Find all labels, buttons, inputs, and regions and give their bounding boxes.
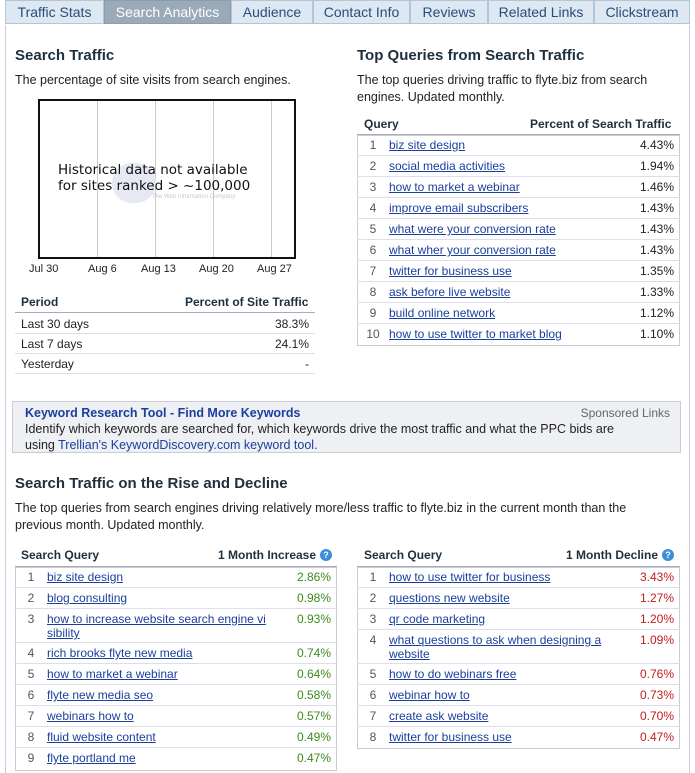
row-value: 0.49% <box>296 730 331 744</box>
sponsored-line2 <box>25 437 614 453</box>
decline-row <box>357 588 680 609</box>
tab-contact-info[interactable]: Contact Info <box>313 0 410 24</box>
query-link[interactable]: rich brooks flyte new media <box>47 646 193 660</box>
top-queries-description: The top queries driving traffic to flyte.biz from search engines. Updated monthly. <box>357 73 648 104</box>
search-traffic-description: The percentage of site visits from search engines. <box>15 73 291 87</box>
query-link[interactable]: qr code marketing <box>389 612 486 626</box>
row-number: 2 <box>369 591 377 605</box>
query-link[interactable]: how to use twitter to market blog <box>389 327 562 341</box>
period-label: Yesterday <box>21 357 74 371</box>
query-link[interactable]: how to market a webinar <box>389 180 520 194</box>
row-value: 1.94% <box>639 159 674 173</box>
decline-value-label: 1 Month Decline <box>566 548 659 562</box>
row-value: 4.43% <box>639 138 674 152</box>
decline-row <box>357 685 680 706</box>
query-link[interactable]: biz site design <box>47 570 124 584</box>
row-number: 6 <box>369 243 377 257</box>
row-number: 3 <box>369 612 377 626</box>
top-queries-title: Top Queries from Search Traffic <box>357 47 585 64</box>
row-number: 1 <box>369 570 377 584</box>
decline-value-header <box>566 548 674 562</box>
query-link[interactable]: build online network <box>389 306 496 320</box>
sponsored-prefix: using <box>25 438 55 452</box>
row-value: 1.43% <box>639 243 674 257</box>
period-value: 24.1% <box>274 337 309 351</box>
row-value: 0.73% <box>639 688 674 702</box>
top-query-row <box>357 135 680 156</box>
decline-row <box>357 609 680 630</box>
row-number: 8 <box>369 730 377 744</box>
query-link[interactable]: flyte new media seo <box>47 688 154 702</box>
tab-clickstream[interactable]: Clickstream <box>594 0 690 24</box>
row-number: 7 <box>369 709 377 723</box>
row-number: 5 <box>27 667 35 681</box>
row-value: 0.64% <box>296 667 331 681</box>
query-link[interactable]: create ask website <box>389 709 489 723</box>
row-value: 3.43% <box>639 570 674 584</box>
row-number: 10 <box>366 327 380 341</box>
tab-reviews[interactable]: Reviews <box>410 0 488 24</box>
row-number: 7 <box>27 709 35 723</box>
query-link[interactable]: twitter for business use <box>389 264 512 278</box>
chart-no-data-message <box>58 162 250 194</box>
row-number: 8 <box>369 285 377 299</box>
search-traffic-chart <box>38 99 296 259</box>
sponsored-line1: Identify which keywords are searched for, which keywords drive the most traffic and what the PPC bids are <box>25 422 614 436</box>
period-row <box>15 314 315 334</box>
period-label: Last 7 days <box>21 337 83 351</box>
row-number: 1 <box>27 570 35 584</box>
decline-row <box>357 567 680 588</box>
period-row <box>15 334 315 354</box>
x-tick-label: Aug 13 <box>141 263 176 275</box>
query-link[interactable]: what were your conversion rate <box>389 222 556 236</box>
chart-watermark-text: The Web Information Company <box>152 194 236 200</box>
query-link[interactable]: ask before live website <box>389 285 511 299</box>
row-value: 0.47% <box>296 751 331 765</box>
row-value: 0.98% <box>296 591 331 605</box>
row-value: 0.57% <box>296 709 331 723</box>
row-number: 9 <box>27 751 35 765</box>
tab-bar <box>0 0 695 25</box>
increase-row <box>15 609 337 643</box>
increase-row <box>15 685 337 706</box>
keyword-research-tool-link[interactable]: Keyword Research Tool - Find More Keywords <box>25 406 301 420</box>
sponsored-links-box <box>12 401 681 453</box>
decline-row <box>357 727 680 748</box>
row-number: 8 <box>27 730 35 744</box>
x-tick-label: Jul 30 <box>29 263 59 275</box>
keyworddiscovery-link[interactable]: Trellian's KeywordDiscovery.com keyword tool. <box>58 438 318 452</box>
query-link[interactable]: social media activities <box>389 159 506 173</box>
top-query-row <box>357 156 680 177</box>
top-query-row <box>357 303 680 324</box>
top-query-row <box>357 219 680 240</box>
row-number: 4 <box>27 646 35 660</box>
row-number: 4 <box>369 201 377 215</box>
row-value: 0.70% <box>639 709 674 723</box>
query-link[interactable]: how to use twitter for business <box>389 570 551 584</box>
increase-row <box>15 664 337 685</box>
row-number: 2 <box>369 159 377 173</box>
row-number: 6 <box>369 688 377 702</box>
period-value: - <box>305 357 309 371</box>
row-value: 1.35% <box>639 264 674 278</box>
row-number: 9 <box>369 306 377 320</box>
top-query-row <box>357 282 680 303</box>
row-value: 1.12% <box>639 306 674 320</box>
row-value: 1.43% <box>639 201 674 215</box>
top-query-row <box>357 240 680 261</box>
query-link[interactable]: webinar how to <box>389 688 470 702</box>
decline-query-header: Search Query <box>364 548 443 562</box>
period-header: Period <box>21 295 59 309</box>
row-value: 1.20% <box>639 612 674 626</box>
row-number: 3 <box>369 180 377 194</box>
row-value: 0.58% <box>296 688 331 702</box>
query-link[interactable]: blog consulting <box>47 591 128 605</box>
query-link-line: sibility <box>47 626 80 640</box>
percent-traffic-header: Percent of Site Traffic <box>185 295 309 309</box>
query-link[interactable]: how to do webinars free <box>389 667 517 681</box>
x-tick-label: Aug 20 <box>199 263 234 275</box>
row-number: 2 <box>27 591 35 605</box>
query-link[interactable]: fluid website content <box>47 730 156 744</box>
tab-traffic-stats[interactable]: Traffic Stats <box>5 0 104 24</box>
percent-search-header: Percent of Search Traffic <box>530 117 672 131</box>
query-link[interactable] <box>389 633 619 661</box>
query-link[interactable]: improve email subscribers <box>389 201 529 215</box>
rise-decline-title: Search Traffic on the Rise and Decline <box>15 475 288 492</box>
query-column-header: Query <box>364 117 399 131</box>
info-icon[interactable]: ? <box>662 549 674 561</box>
decline-row <box>357 706 680 727</box>
info-icon[interactable]: ? <box>320 549 332 561</box>
increase-value-label: 1 Month Increase <box>218 548 317 562</box>
sponsored-text <box>25 421 614 453</box>
chart-message-line2: for sites ranked > ~100,000 <box>58 178 251 194</box>
query-link[interactable]: biz site design <box>389 138 466 152</box>
increase-row <box>15 567 337 588</box>
query-link[interactable]: questions new website <box>389 591 510 605</box>
row-value: 0.74% <box>296 646 331 660</box>
increase-value-header <box>218 548 332 562</box>
increase-query-header: Search Query <box>21 548 100 562</box>
query-link[interactable]: what wher your conversion rate <box>389 243 556 257</box>
query-link[interactable]: webinars how to <box>47 709 134 723</box>
row-value: 1.27% <box>639 591 674 605</box>
query-link[interactable]: twitter for business use <box>389 730 512 744</box>
query-link-line: how to increase website search engine vi <box>47 612 266 626</box>
top-query-row <box>357 261 680 282</box>
row-number: 5 <box>369 667 377 681</box>
row-value: 0.76% <box>639 667 674 681</box>
row-number: 1 <box>369 138 377 152</box>
rise-decline-description <box>15 500 626 534</box>
query-link-line: what questions to ask when designing a <box>389 633 602 647</box>
query-link[interactable]: how to market a webinar <box>47 667 178 681</box>
increase-row <box>15 727 337 748</box>
row-value: 0.93% <box>296 612 331 626</box>
top-query-row <box>357 177 680 198</box>
period-value: 38.3% <box>274 317 309 331</box>
top-query-row <box>357 198 680 219</box>
row-number: 6 <box>27 688 35 702</box>
period-label: Last 30 days <box>21 317 90 331</box>
tab-audience[interactable]: Audience <box>231 0 313 24</box>
rise-decline-desc-line2: previous month. Updated monthly. <box>15 518 205 532</box>
tab-related-links[interactable]: Related Links <box>488 0 594 24</box>
row-number: 3 <box>27 612 35 626</box>
row-value: 1.33% <box>639 285 674 299</box>
row-value: 1.10% <box>639 327 674 341</box>
row-value: 1.46% <box>639 180 674 194</box>
search-traffic-title: Search Traffic <box>15 47 115 64</box>
top-query-row <box>357 324 680 345</box>
row-number: 7 <box>369 264 377 278</box>
rise-decline-desc-line1: The top queries from search engines driving relatively more/less traffic to flyte.biz in the current month than the <box>15 501 627 515</box>
query-link[interactable]: flyte portland me <box>47 751 136 765</box>
row-value: 0.47% <box>639 730 674 744</box>
x-tick-label: Aug 6 <box>88 263 117 275</box>
increase-row <box>15 643 337 664</box>
row-value: 1.09% <box>639 633 674 647</box>
period-row <box>15 354 315 374</box>
row-value: 1.43% <box>639 222 674 236</box>
query-link[interactable] <box>47 612 277 640</box>
row-value: 2.86% <box>296 570 331 584</box>
decline-row <box>357 630 680 664</box>
increase-row <box>15 748 337 769</box>
increase-row <box>15 588 337 609</box>
sponsored-label: Sponsored Links <box>580 406 670 420</box>
tab-search-analytics[interactable]: Search Analytics <box>104 0 231 24</box>
x-tick-label: Aug 27 <box>257 263 292 275</box>
row-number: 4 <box>369 633 377 647</box>
row-number: 5 <box>369 222 377 236</box>
chart-message-line1: Historical data not available <box>58 162 248 178</box>
query-link-line: website <box>389 647 430 661</box>
increase-row <box>15 706 337 727</box>
decline-row <box>357 664 680 685</box>
